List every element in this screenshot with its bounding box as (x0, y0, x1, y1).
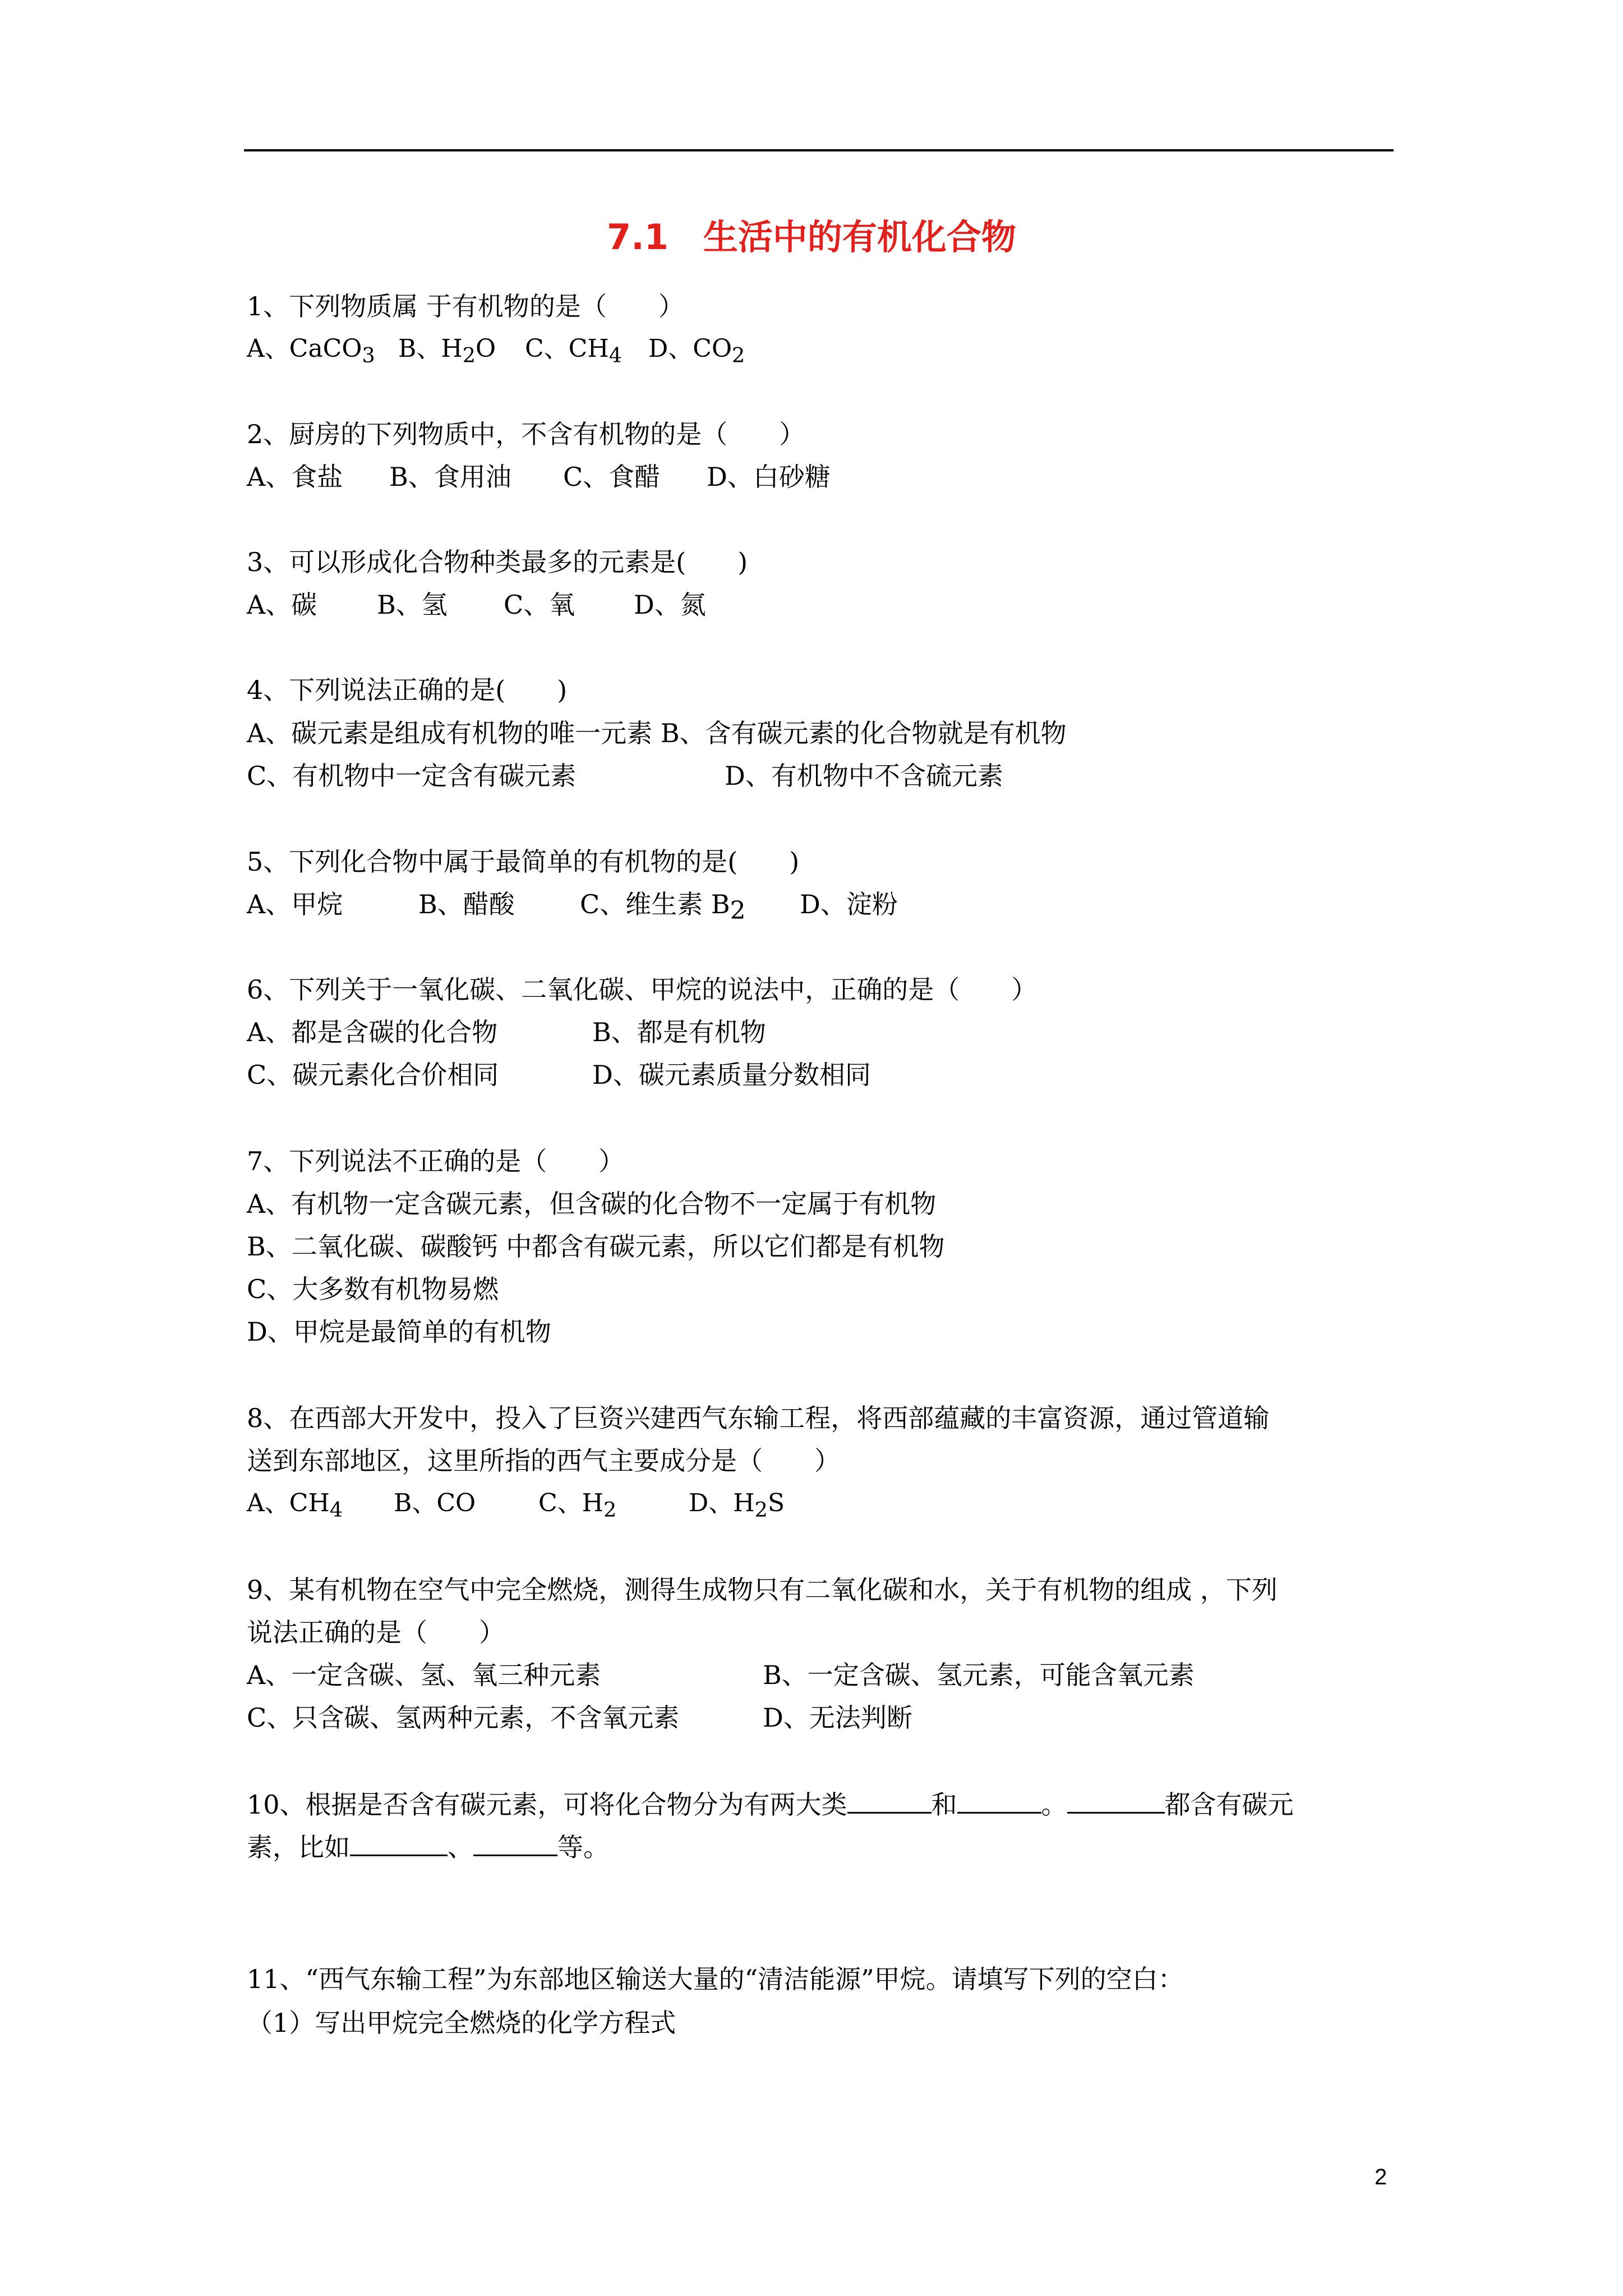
option-d: D、碳元素质量分数相同 (592, 1060, 871, 1090)
question-11-stem: 11、“西气东输工程”为东部地区输送大量的“清洁能源”甲烷。请填写下列的空白： (247, 1964, 1184, 1994)
option-d: D、淀粉 (800, 889, 898, 919)
question-8-stem-line-1: 8、在西部大开发中，投入了巨资兴建西气东输工程，将西部蕴藏的丰富资源，通过管道输 (247, 1403, 1270, 1433)
question-10-text: 和 (931, 1789, 957, 1820)
question-10-text: 10、根据是否含有碳元素，可将化合物分为有两大类 (247, 1789, 847, 1820)
option-a: A、一定含碳、氢、氧三种元素 (247, 1660, 601, 1690)
option-c: C、食醋 (563, 462, 661, 492)
option-b: B、醋酸 (418, 889, 515, 919)
option-a: A、碳 (247, 590, 317, 620)
option-b: B、$H_2O$ (398, 334, 496, 367)
option-c: C、氧 (504, 590, 575, 620)
option-a: A、都是含碳的化合物 (247, 1017, 498, 1047)
option-a: A、甲烷 (247, 889, 343, 919)
page-number: 2 (1375, 2165, 1387, 2189)
option-d: D、$CO_2$ (648, 334, 745, 367)
question-6-stem: 6、下列关于一氧化碳、二氧化碳、甲烷的说法中，正确的是（ ） (247, 974, 1038, 1005)
option-a: A、有机物一定含碳元素，但含碳的化合物不一定属于有机物 (247, 1189, 937, 1219)
option-c: C、大多数有机物易燃 (247, 1274, 499, 1304)
answer-blank[interactable] (473, 1830, 557, 1856)
question-10-text: 等。 (557, 1832, 609, 1862)
option-c: C、$H_2$ (538, 1489, 617, 1522)
option-a: A、CaCO$_3$ (247, 334, 375, 367)
question-10-line-1 (247, 1787, 1294, 1821)
question-7-stem: 7、下列说法不正确的是（ ） (247, 1146, 625, 1176)
header-rule (244, 149, 1394, 151)
question-8-stem-line-2: 送到东部地区，这里所指的西气主要成分是（ ） (247, 1446, 840, 1476)
answer-blank[interactable] (350, 1830, 448, 1856)
option-d: D、甲烷是最简单的有机物 (247, 1317, 551, 1347)
question-3-stem: 3、可以形成化合物种类最多的元素是( ) (247, 547, 748, 577)
answer-blank[interactable] (1067, 1787, 1165, 1814)
option-d: D、$H_2S$ (689, 1489, 785, 1522)
option-c: C、只含碳、氢两种元素，不含氧元素 (247, 1703, 680, 1733)
option-c: C、碳元素化合价相同 (247, 1060, 499, 1090)
option-b: B、一定含碳、氢元素，可能含氧元素 (763, 1660, 1195, 1690)
option-c: C、维生素 $B_2$ (580, 889, 746, 926)
option-c: C、$CH_4$ (525, 334, 623, 367)
option-d: D、无法判断 (763, 1703, 912, 1733)
option-d: D、有机物中不含硫元素 (725, 761, 1003, 791)
option-b: B、食用油 (389, 462, 511, 492)
option-d: D、氮 (634, 590, 706, 620)
option-b: B、二氧化碳、碳酸钙 中都含有碳元素，所以它们都是有机物 (247, 1231, 945, 1262)
question-9-stem-line-2: 说法正确的是（ ） (247, 1617, 505, 1648)
option-a: A、食盐 (247, 462, 343, 492)
option-a: A、$CH_4$ (247, 1489, 343, 1522)
answer-blank[interactable] (957, 1787, 1041, 1814)
page-title: 7.1 生活中的有机化合物 (607, 217, 1016, 257)
question-2-stem: 2、厨房的下列物质中，不含有机物的是（ ） (247, 419, 805, 449)
option-d: D、白砂糖 (707, 462, 831, 492)
question-9-stem-line-1: 9、某有机物在空气中完全燃烧，测得生成物只有二氧化碳和水，关于有机物的组成 ，下列 (247, 1575, 1278, 1605)
question-10-text: 。 (1041, 1789, 1067, 1820)
option-b: B、氢 (377, 590, 448, 620)
question-11-sub-1: （1）写出甲烷完全燃烧的化学方程式 (247, 2008, 676, 2038)
question-10-line-2 (247, 1830, 609, 1864)
question-1-stem: 1、下列物质属 于有机物的是（ ） (247, 291, 684, 321)
option-b: B、都是有机物 (592, 1017, 766, 1047)
question-4-options-ab: A、碳元素是组成有机物的唯一元素 B、含有碳元素的化合物就是有机物 (247, 718, 1067, 748)
option-b: B、CO (394, 1489, 476, 1517)
answer-blank[interactable] (847, 1787, 932, 1814)
question-4-stem: 4、下列说法正确的是( ) (247, 675, 568, 705)
question-10-text: 、 (448, 1832, 473, 1862)
question-10-text: 都含有碳元 (1164, 1789, 1294, 1820)
question-10-text: 素，比如 (247, 1832, 350, 1862)
option-c: C、有机物中一定含有碳元素 (247, 761, 577, 791)
question-5-stem: 5、下列化合物中属于最简单的有机物的是( ) (247, 846, 800, 877)
